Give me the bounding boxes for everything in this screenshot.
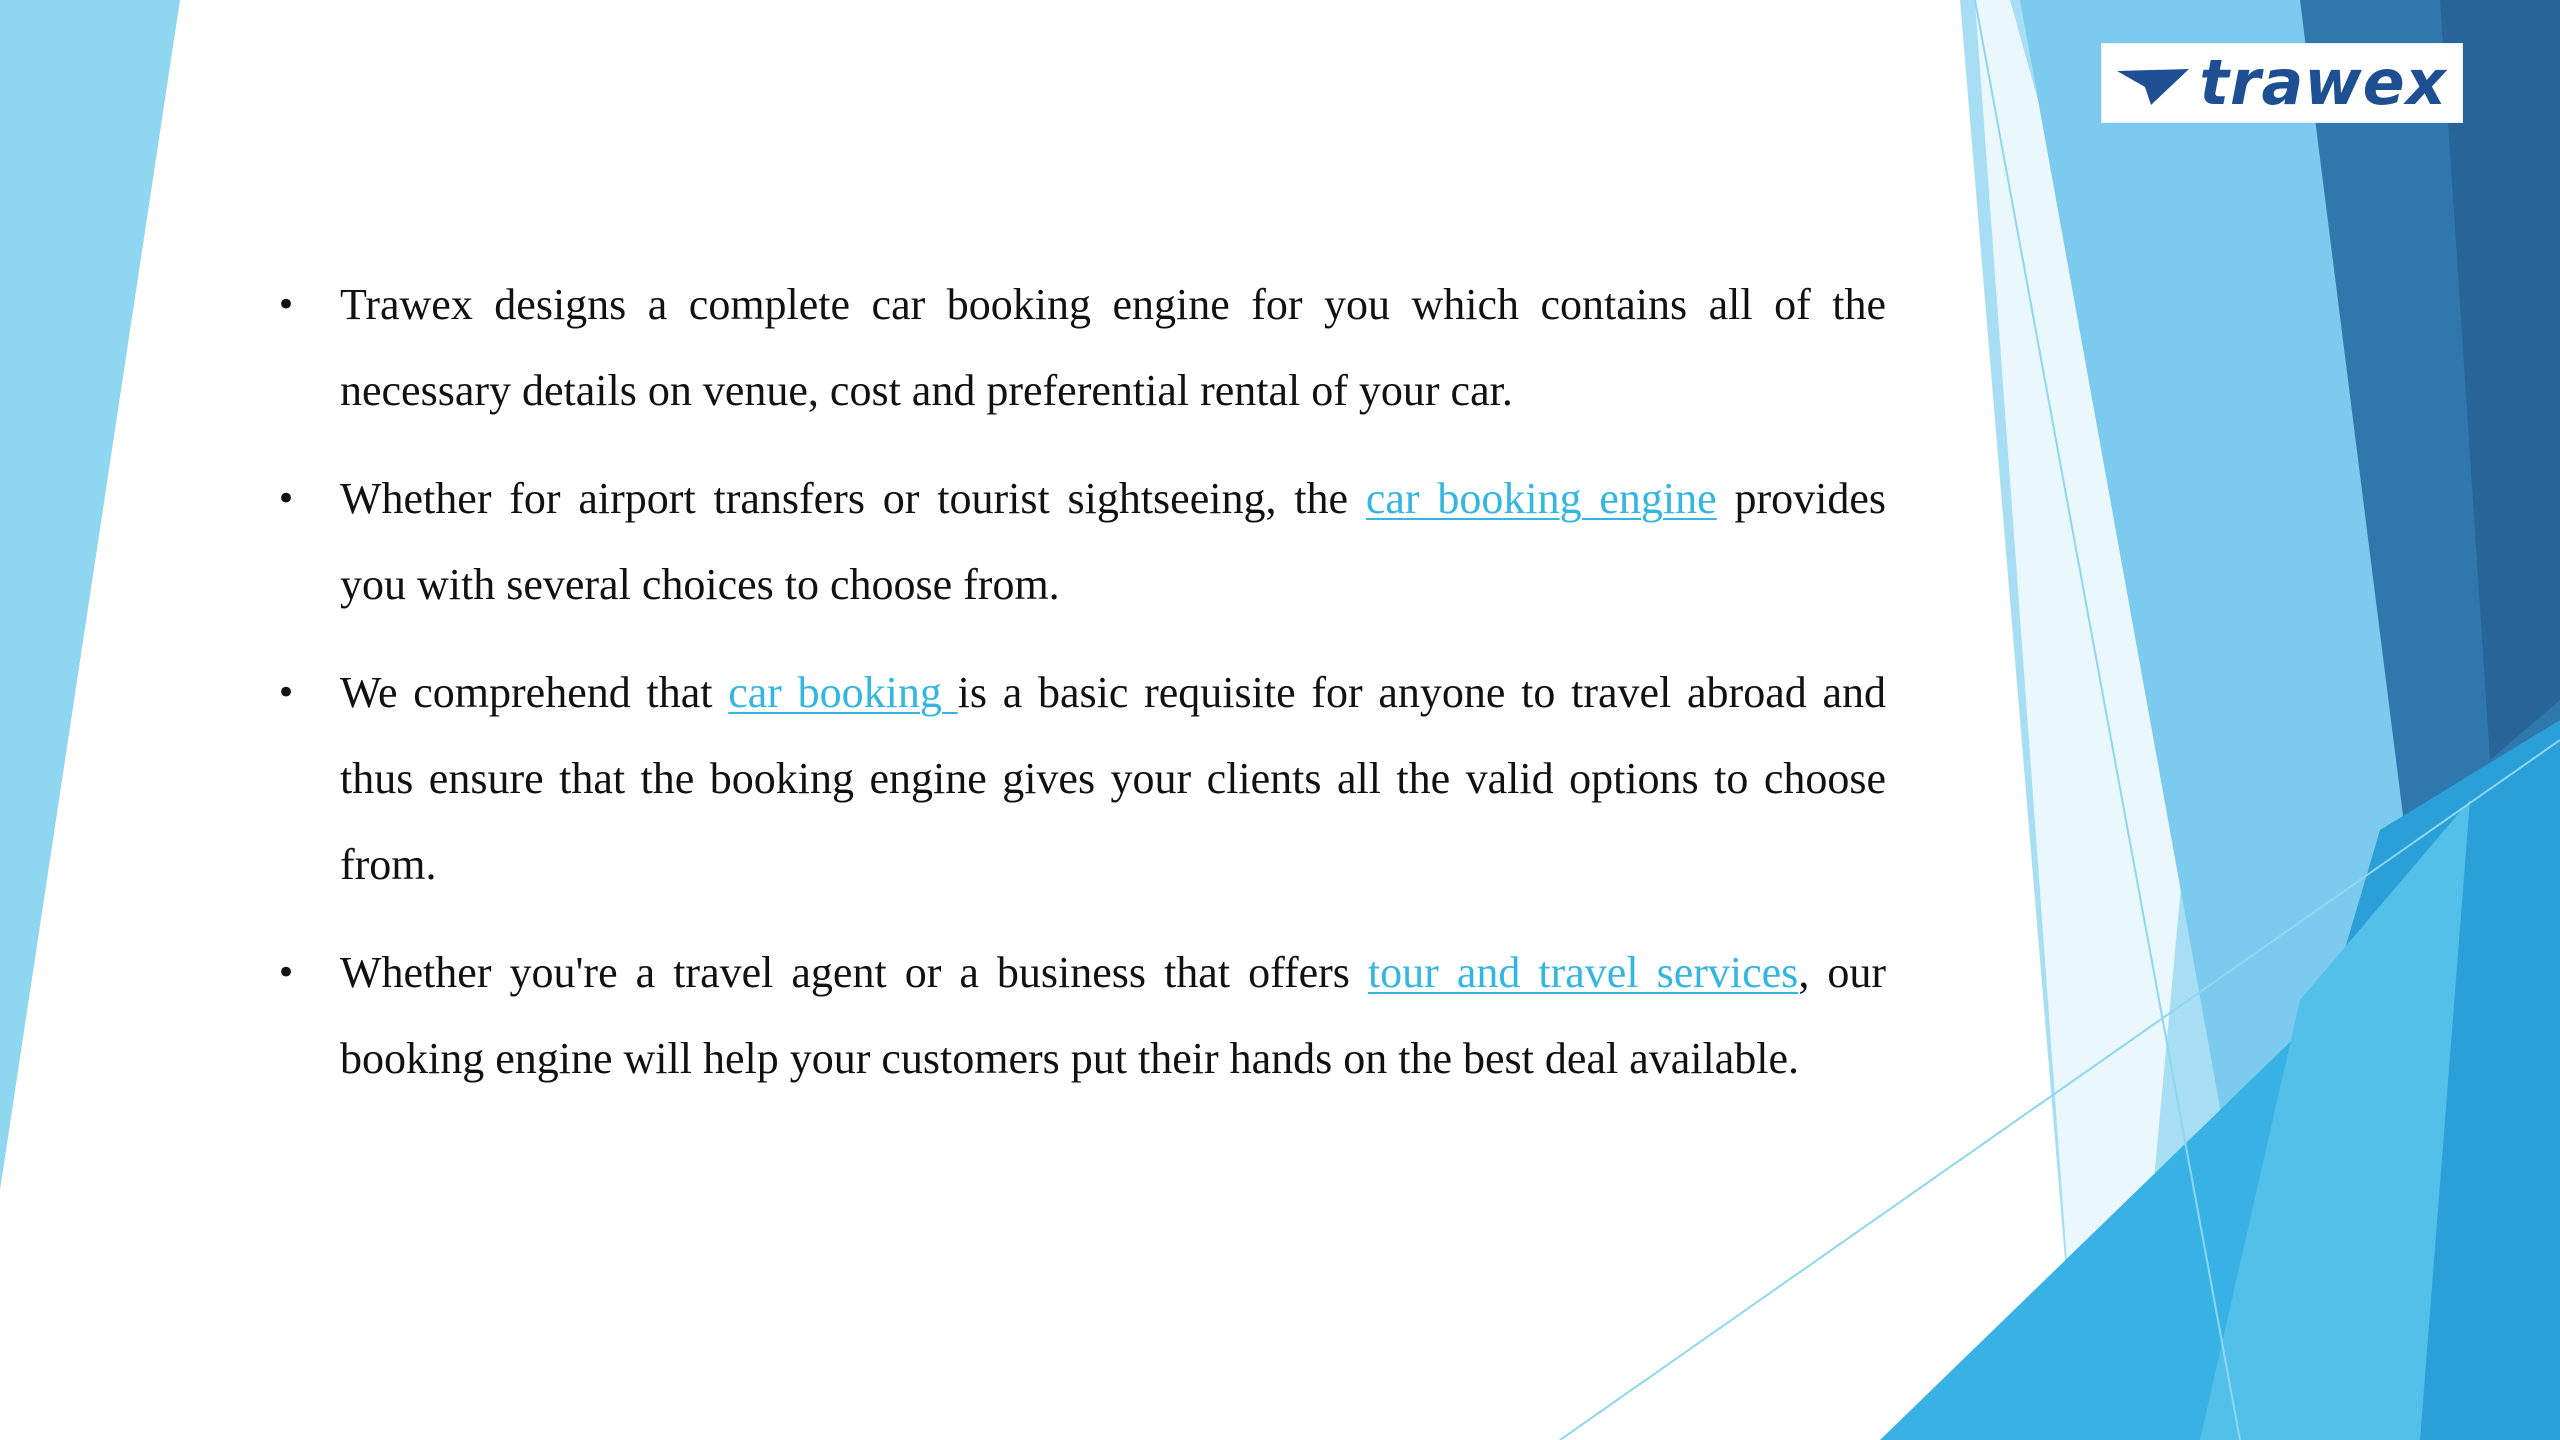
bullet-text: Trawex designs a complete car booking engine for you which contains all of the necessary details on venue, cost and preferential rental of your car. xyxy=(340,280,1886,415)
bullet-text: We comprehend that xyxy=(340,668,729,717)
bullet-item xyxy=(270,456,1886,628)
trawex-logo xyxy=(2102,44,2462,122)
bullet-text: Whether for airport transfers or tourist sightseeing, the xyxy=(340,474,1366,523)
bullet-text: , our booking engine will help your customers put their hands on the best deal available. xyxy=(340,948,1886,1083)
bullet-list xyxy=(270,262,1886,1124)
bullet-text: provides you with several choices to choose from. xyxy=(340,474,1887,609)
bullet-dot-icon: • xyxy=(276,673,297,713)
left-wedge-shape xyxy=(0,0,180,1190)
bullet-dot-icon: • xyxy=(276,953,297,993)
logo-wordmark: trawex xyxy=(2199,46,2447,119)
bullet-text: Whether you're a travel agent or a business that offers xyxy=(340,948,1368,997)
bullet-dot-icon: • xyxy=(276,479,297,519)
car-booking-engine-link[interactable]: car booking engine xyxy=(1365,474,1717,523)
bullet-item xyxy=(270,930,1886,1102)
tour-and-travel-services-link[interactable]: tour and travel services xyxy=(1367,948,1799,997)
bullet-item xyxy=(270,262,1886,434)
bullet-item xyxy=(270,650,1886,908)
bullet-text: is a basic requisite for anyone to travel abroad and thus ensure that the booking engine gives your clients all the valid options to choose from. xyxy=(340,668,1887,889)
bullet-dot-icon: • xyxy=(276,285,297,325)
arrowhead-icon xyxy=(2117,61,2189,105)
car-booking-link[interactable]: car booking xyxy=(728,668,958,717)
